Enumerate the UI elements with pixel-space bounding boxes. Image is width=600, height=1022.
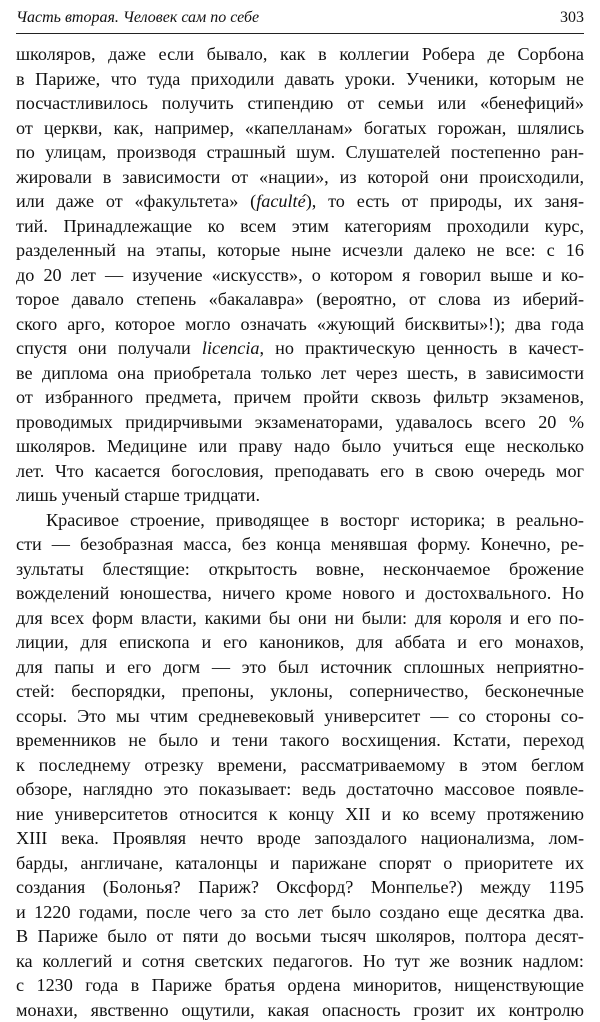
text-line: [16, 287, 584, 312]
text-line: [16, 826, 584, 851]
italic-term: faculté: [256, 191, 306, 211]
text-line: [16, 263, 584, 288]
text-run: монахи, явственно ощутили, какая опасность грозит их контролю: [16, 1000, 584, 1020]
text-run: ссоры. Это мы чтим средневековый университет — со стороны со-: [16, 706, 584, 726]
text-line: [16, 385, 584, 410]
text-line: [16, 508, 584, 533]
text-run: школяров. Медицине или праву надо было учиться еще несколько: [16, 436, 584, 456]
text-line: [16, 140, 584, 165]
text-run: для всех форм власти, какими бы они ни были: для короля и его по-: [16, 608, 584, 628]
text-run: от церкви, как, например, «капелланам» богатых горожан, шлялись: [16, 118, 584, 138]
text-run: лет. Что касается богословия, преподавать его в свою очередь мог: [16, 461, 584, 481]
text-run: проводимых придирчивыми экзаменаторами, удавалось всего 20 %: [16, 412, 584, 432]
text-run: с 1230 года в Париже братья ордена миноритов, нищенствующие: [16, 975, 584, 995]
text-run: разделенный на этапы, которые ныне исчезли далеко не все: с 16: [16, 240, 584, 260]
text-line: [16, 336, 584, 361]
text-line: [16, 704, 584, 729]
text-run: лиции, для епископа и его каноников, для аббата и его монахов,: [16, 632, 584, 652]
text-run: , но практическую ценность в качест-: [259, 338, 584, 358]
text-run: к последнему отрезку времени, рассматриваемому в этом беглом: [16, 755, 584, 775]
paragraph-1: [16, 42, 584, 508]
text-run: вожделений юношества, ничего кроме нового и достохвального. Но: [16, 583, 584, 603]
text-line: [16, 483, 584, 508]
text-run: тий. Принадлежащие ко всем этим категориям проходили курс,: [16, 216, 584, 236]
paragraph-2: [16, 508, 584, 1022]
text-line: [16, 802, 584, 827]
text-run: спустя они получали: [16, 338, 202, 358]
body-text: [16, 42, 584, 1022]
page-number: 303: [560, 9, 584, 27]
text-run: ве диплома она приобретала только лет через шесть, в зависимости: [16, 363, 584, 383]
text-line: [16, 410, 584, 435]
text-run: ка коллегий и сотня светских педагогов. Но тут же возник надлом:: [16, 951, 584, 971]
text-line: [16, 581, 584, 606]
running-header: [16, 9, 584, 31]
running-title: Часть вторая. Человек сам по себе: [16, 9, 259, 27]
text-line: [16, 91, 584, 116]
text-line: [16, 655, 584, 680]
text-run: торое давало степень «бакалавра» (вероятно, от слова из иберий-: [16, 289, 584, 309]
text-line: [16, 875, 584, 900]
text-run: обзоре, наглядно это показывает: ведь достаточно массовое появле-: [16, 779, 584, 799]
text-line: [16, 973, 584, 998]
text-line: [16, 312, 584, 337]
text-run: школяров, даже если бывало, как в коллегии Робера де Сорбона: [16, 44, 584, 64]
text-run: барды, англичане, каталонцы и парижане спорят о приоритете их: [16, 853, 584, 873]
text-line: [16, 116, 584, 141]
text-line: [16, 630, 584, 655]
text-line: [16, 851, 584, 876]
text-line: [16, 189, 584, 214]
italic-term: licencia: [202, 338, 260, 358]
text-line: [16, 777, 584, 802]
text-run: XIII века. Проявляя нечто вроде запоздалого национализма, лом-: [16, 828, 584, 848]
text-line: [16, 679, 584, 704]
text-line: [16, 459, 584, 484]
text-run: В Париже было от пяти до восьми тысяч школяров, полтора десят-: [16, 926, 584, 946]
text-line: [16, 42, 584, 67]
text-line: [16, 214, 584, 239]
text-run: стей: беспорядки, препоны, уклоны, соперничество, бесконечные: [16, 681, 584, 701]
text-run: Красивое строение, приводящее в восторг историка; в реально-: [46, 510, 584, 530]
text-run: зультаты блестящие: открытость вовне, нескончаемое брожение: [16, 559, 584, 579]
text-line: [16, 532, 584, 557]
header-rule: [16, 33, 584, 34]
text-run: жировали в зависимости от «нации», из которой они происходили,: [16, 167, 584, 187]
text-run: ского арго, которое могло означать «жующий бисквиты»!); два года: [16, 314, 584, 334]
text-line: [16, 753, 584, 778]
text-run: и 1220 годами, после чего за сто лет было создано еще десятка два.: [16, 902, 584, 922]
text-run: временников не было и тени такого восхищения. Кстати, переход: [16, 730, 584, 750]
text-run: создания (Болонья? Париж? Оксфорд? Монпелье?) между 1195: [16, 877, 584, 897]
text-line: [16, 949, 584, 974]
text-run: ние университетов относится к концу XII и ко всему протяжению: [16, 804, 584, 824]
text-run: в Париже, что туда приходили давать уроки. Ученики, которым не: [16, 69, 584, 89]
text-line: [16, 924, 584, 949]
text-line: [16, 606, 584, 631]
text-run: посчастливилось получить стипендию от семьи или «бенефиций»: [16, 93, 584, 113]
text-line: [16, 165, 584, 190]
text-run: для папы и его догм — это был источник сплошных неприятно-: [16, 657, 584, 677]
text-run: или даже от «факультета» (: [16, 191, 256, 211]
text-run: лишь ученый старше тридцати.: [16, 485, 260, 505]
text-run: до 20 лет — изучение «искусств», о котором я говорил выше и ко-: [16, 265, 584, 285]
text-line: [16, 900, 584, 925]
text-run: по улицам, производя страшный шум. Слушателей постепенно ран-: [16, 142, 584, 162]
text-line: [16, 238, 584, 263]
text-line: [16, 557, 584, 582]
text-run: от избранного предмета, причем пройти сквозь фильтр экзаменов,: [16, 387, 584, 407]
text-line: [16, 67, 584, 92]
text-line: [16, 998, 584, 1022]
text-run: сти — безобразная масса, без конца менявшая форму. Конечно, ре-: [16, 534, 584, 554]
text-line: [16, 361, 584, 386]
text-line: [16, 728, 584, 753]
text-line: [16, 434, 584, 459]
text-run: ), то есть от природы, их заня-: [306, 191, 584, 211]
